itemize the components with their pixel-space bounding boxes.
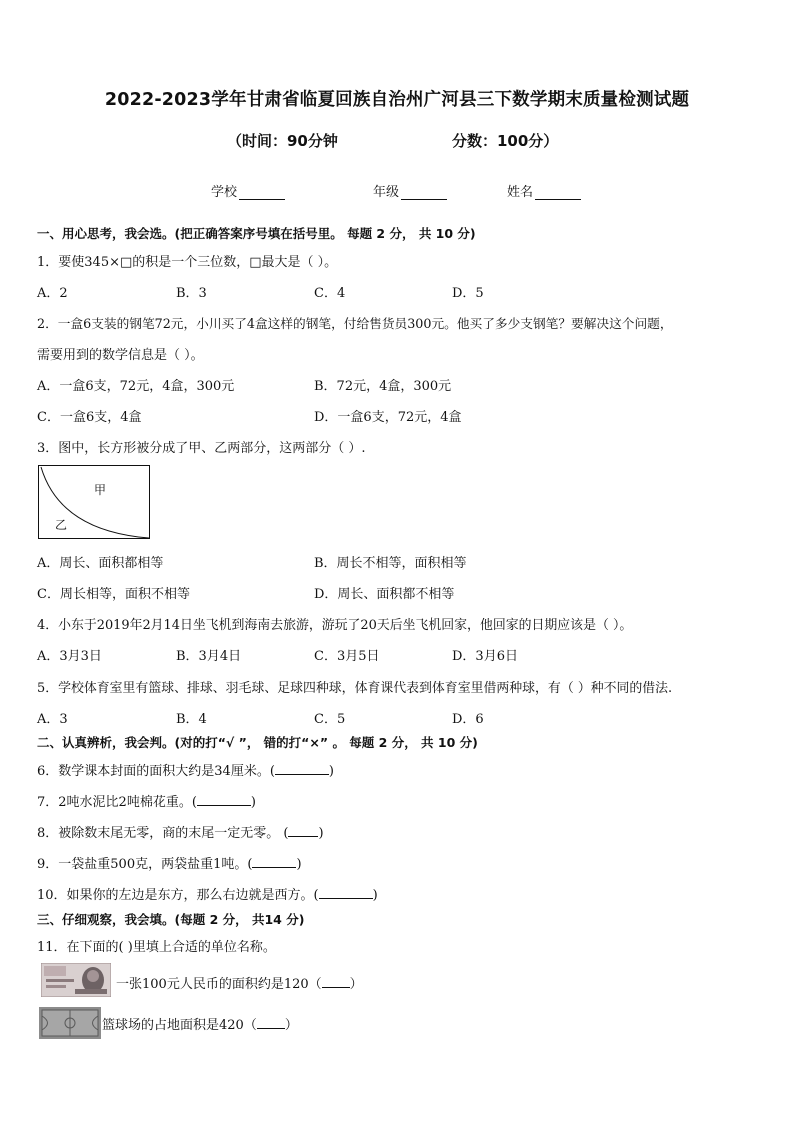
rectangle-figure (38, 465, 150, 539)
label-jia: 甲 (94, 483, 107, 497)
q2-option-d[interactable]: D．一盒6支，72元，4盒 (314, 410, 462, 425)
q3-option-d[interactable]: D．周长、面积都不相等 (314, 587, 455, 602)
question-11a-text: 一张100元人民币的面积约是120（ (116, 977, 322, 992)
name-field (507, 181, 581, 200)
q2-option-c[interactable]: C．一盒6支，4盒 (37, 410, 142, 425)
q8-answer-blank[interactable] (288, 824, 318, 837)
question-11a (116, 973, 363, 992)
q4-option-c[interactable]: C．3月5日 (314, 649, 380, 664)
q2-option-a[interactable]: A．一盒6支，72元，4盒，300元 (37, 379, 235, 394)
question-8-text: 8．被除数末尾无零，商的末尾一定无零。 ( (37, 826, 289, 841)
question-8 (37, 822, 324, 841)
q5-option-d[interactable]: D．6 (452, 712, 484, 727)
label-yi: 乙 (55, 518, 68, 532)
name-label: 姓名 (507, 185, 534, 200)
q11a-answer-blank[interactable] (322, 975, 350, 988)
q11a-close-paren: ） (349, 977, 363, 992)
q2-option-b[interactable]: B．72元，4盒，300元 (314, 379, 452, 394)
q11b-close-paren: ） (284, 1018, 298, 1033)
school-field (211, 181, 285, 200)
question-7-text: 7．2吨水泥比2吨棉花重。( (37, 795, 197, 810)
q8-close-paren: ) (318, 826, 324, 841)
q10-answer-blank[interactable] (319, 886, 373, 899)
exam-score: 分数：100分） (452, 132, 559, 150)
q10-close-paren: ) (372, 888, 378, 903)
section-3-heading: 三、仔细观察，我会填。(每题 2 分， 共14 分) (37, 912, 305, 927)
question-5: 5．学校体育室里有篮球、排球、羽毛球、足球四种球，体育课代表到体育室里借两种球，有（ ）种不同的借法. (37, 681, 673, 696)
question-10 (37, 884, 378, 903)
q1-option-d[interactable]: D．5 (452, 286, 484, 301)
question-11: 11．在下面的( )里填上合适的单位名称。 (37, 940, 276, 955)
section-2-heading: 二、认真辨析，我会判。(对的打“√ ”， 错的打“×” 。 每题 2 分， 共 10 分) (37, 735, 478, 750)
question-11b-text: 篮球场的占地面积是420（ (102, 1018, 257, 1033)
question-11b (102, 1014, 298, 1033)
question-3: 3．图中，长方形被分成了甲、乙两部分，这两部分（ ）. (37, 441, 366, 456)
question-1: 1．要使345×□的积是一个三位数，□最大是（ ）。 (37, 255, 338, 270)
section-1-heading: 一、用心思考，我会选。(把正确答案序号填在括号里。 每题 2 分， 共 10 分) (37, 226, 476, 241)
q5-option-a[interactable]: A．3 (37, 712, 68, 727)
question-4: 4．小东于2019年2月14日坐飞机到海南去旅游，游玩了20天后坐飞机回家，他回家的日期应该是（ ）。 (37, 618, 633, 633)
name-blank[interactable] (535, 187, 581, 200)
question-7 (37, 791, 256, 810)
q5-option-b[interactable]: B．4 (176, 712, 207, 727)
q6-answer-blank[interactable] (275, 762, 329, 775)
question-9 (37, 853, 302, 872)
basketball-court-icon (39, 1007, 101, 1039)
q4-option-a[interactable]: A．3月3日 (37, 649, 102, 664)
question-2-line-1: 2．一盒6支装的钢笔72元，小川买了4盒这样的钢笔，付给售货员300元。他买了多少支钢笔？要解决这个问题， (37, 316, 673, 331)
question-6-text: 6．数学课本封面的面积大约是34厘米。( (37, 764, 275, 779)
banknote-100-yuan-icon (41, 963, 111, 997)
q3-option-a[interactable]: A．周长、面积都相等 (37, 556, 164, 571)
grade-blank[interactable] (401, 187, 447, 200)
question-6 (37, 760, 334, 779)
grade-label: 年级 (373, 185, 400, 200)
question-10-text: 10．如果你的左边是东方，那么右边就是西方。( (37, 888, 319, 903)
q5-option-c[interactable]: C．5 (314, 712, 346, 727)
q3-option-c[interactable]: C．周长相等，面积不相等 (37, 587, 190, 602)
q1-option-b[interactable]: B．3 (176, 286, 207, 301)
q4-option-d[interactable]: D．3月6日 (452, 649, 518, 664)
exam-time: （时间：90分钟 (227, 132, 338, 150)
q6-close-paren: ) (328, 764, 334, 779)
school-blank[interactable] (239, 187, 285, 200)
q7-close-paren: ) (250, 795, 256, 810)
q1-option-a[interactable]: A．2 (37, 286, 68, 301)
q1-option-c[interactable]: C．4 (314, 286, 346, 301)
q7-answer-blank[interactable] (197, 793, 251, 806)
q11b-answer-blank[interactable] (257, 1016, 285, 1029)
grade-field (373, 181, 447, 200)
q9-answer-blank[interactable] (252, 855, 296, 868)
q3-option-b[interactable]: B．周长不相等，面积相等 (314, 556, 467, 571)
question-9-text: 9．一袋盐重500克，两袋盐重1吨。( (37, 857, 253, 872)
page-title: 2022-2023学年甘肃省临夏回族自治州广河县三下数学期末质量检测试题 (104, 90, 690, 110)
school-label: 学校 (211, 185, 238, 200)
q9-close-paren: ) (296, 857, 302, 872)
question-2-line-2: 需要用到的数学信息是（ ）。 (37, 348, 204, 363)
q4-option-b[interactable]: B．3月4日 (176, 649, 242, 664)
